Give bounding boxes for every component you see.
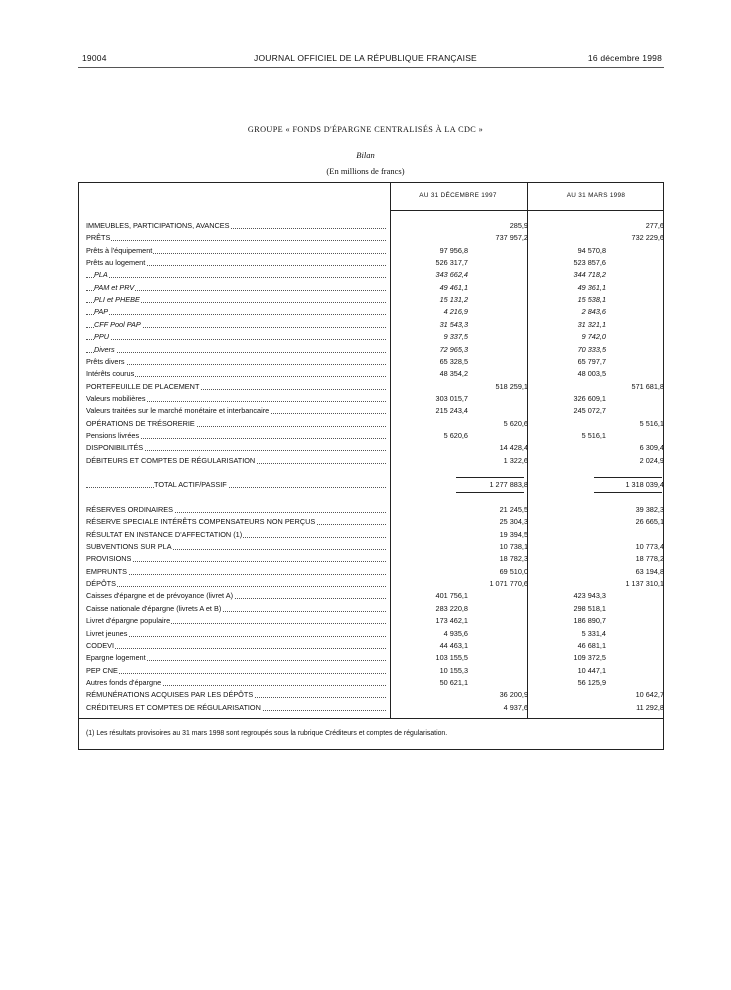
table-row [86,553,662,565]
value-mar-1998-detail: 31 321,1 [577,319,606,329]
row-label [86,381,386,393]
value-dec-1997-total: 5 620,6 [503,418,528,428]
journal-title: JOURNAL OFFICIEL DE LA RÉPUBLIQUE FRANÇAISE [254,53,477,63]
row-label [86,504,386,516]
document-title: GROUPE « FONDS D'ÉPARGNE CENTRALISÉS À LA CDC » [247,125,484,134]
value-dec-1997-detail: 5 620,6 [443,430,468,440]
row-label-text: PPU [94,332,110,342]
total-label [86,479,386,491]
value-dec-1997-total: 285,9 [509,221,528,230]
header-rule [78,67,664,68]
row-label-text: DÉBITEURS ET COMPTES DE RÉGULARISATION [86,455,256,465]
value-dec-1997-total: 4 937,6 [503,702,528,712]
header-rule [390,210,664,211]
table-row [86,677,662,689]
table-row [86,344,662,356]
row-label-text: OPÉRATIONS DE TRÉSORERIE [86,418,195,428]
table-row [86,652,662,664]
value-dec-1997-total: 18 782,3 [499,554,528,564]
table-row [86,331,662,343]
value-mar-1998-total: 5 516,1 [639,418,664,428]
value-dec-1997-total: 1 322,6 [503,455,528,465]
value-dec-1997-detail: 343 662,4 [435,270,468,280]
footnote: (1) Les résultats provisoires au 31 mars 1998 sont regroupés sous la rubrique Créditeurs et comptes de régularisation. [86,730,448,737]
row-label-text: PRÊTS [86,233,111,243]
row-label-text: PLA [94,270,108,280]
value-mar-1998-total: 571 681,8 [631,381,664,391]
value-mar-1998-total: 10 773,4 [635,542,664,552]
row-label-text: RÉMUNÉRATIONS ACQUISES PAR LES DÉPÔTS [86,690,254,700]
value-mar-1998-detail: 5 331,4 [581,628,606,638]
row-label-text: Pensions livrées [86,430,140,440]
table-row [86,529,662,541]
total-value-mar-1998: 1 318 039,4 [625,480,664,489]
value-mar-1998-total: 10 642,7 [635,690,664,700]
value-mar-1998-detail: 46 681,1 [577,640,606,650]
table-row [86,405,662,417]
value-mar-1998-detail: 10 447,1 [577,665,606,675]
row-label [86,628,386,640]
value-dec-1997-detail: 303 015,7 [435,393,468,403]
row-label-text: RÉSERVES ORDINAIRES [86,505,174,514]
table-row [86,504,662,516]
table-row [86,269,662,281]
row-label [86,282,386,294]
row-label [86,702,386,714]
row-label [86,578,386,590]
value-dec-1997-detail: 44 463,1 [439,640,468,650]
value-dec-1997-total: 10 738,1 [499,542,528,552]
row-label-text: RÉSULTAT EN INSTANCE D'AFFECTATION (1) [86,529,243,539]
value-dec-1997-detail: 48 354,2 [439,369,468,379]
value-dec-1997-total: 21 245,5 [499,505,528,514]
table-row [86,702,662,714]
value-mar-1998-total: 39 382,3 [635,505,664,514]
table-row [86,615,662,627]
value-dec-1997-total: 69 510,0 [499,566,528,576]
unit-note: (En millions de francs) [326,166,405,176]
table-row [86,368,662,380]
value-dec-1997-total: 36 200,9 [499,690,528,700]
table-row [86,516,662,528]
row-label-text: Prêts divers [86,356,125,366]
table-row [86,356,662,368]
row-label-text: CRÉDITEURS ET COMPTES DE RÉGULARISATION [86,702,261,712]
table-row [86,282,662,294]
value-dec-1997-detail: 103 155,5 [435,653,468,663]
value-dec-1997-detail: 283 220,8 [435,603,468,613]
table-row [86,430,662,442]
row-label-text: Livret jeunes [86,628,128,638]
row-label [86,418,386,430]
value-mar-1998-detail: 49 361,1 [577,282,606,292]
publication-date: 16 décembre 1998 [587,53,662,63]
row-label-text: Livret d'épargne populaire [86,616,171,626]
value-mar-1998-total: 1 137 310,1 [625,579,664,589]
row-label-text: SUBVENTIONS SUR PLA [86,542,172,552]
value-mar-1998-total: 26 665,1 [635,517,664,527]
row-label-text: PAP [94,307,109,317]
row-label [86,344,386,356]
value-mar-1998-total: 732 229,6 [631,233,664,243]
row-label-text: EMPRUNTS [86,566,127,576]
row-label [86,516,386,528]
table-row [86,245,662,257]
value-mar-1998-total: 6 309,4 [639,443,664,453]
table-row [86,220,662,232]
table-row [86,628,662,640]
row-label-text: Divers [94,344,115,354]
value-mar-1998-total: 11 292,8 [636,702,664,712]
value-mar-1998-detail: 109 372,5 [573,653,606,663]
table-row [86,640,662,652]
row-label [86,665,386,677]
value-dec-1997-total: 737 957,2 [495,233,528,243]
row-label-text: PROVISIONS [86,554,132,564]
value-mar-1998-detail: 9 742,0 [581,332,606,342]
row-label-text: Autres fonds d'épargne [86,677,162,687]
row-label [86,294,386,306]
value-dec-1997-detail: 65 328,5 [439,356,468,366]
value-mar-1998-detail: 344 718,2 [573,270,606,280]
table-row [86,566,662,578]
document-subtitle: Bilan [356,150,375,160]
value-mar-1998-detail: 5 516,1 [581,430,606,440]
value-dec-1997-total: 25 304,3 [499,517,528,527]
row-label-text: DÉPÔTS [86,579,117,589]
value-dec-1997-total: 14 428,4 [499,443,528,453]
row-label [86,590,386,602]
table-row [86,590,662,602]
row-label [86,677,386,689]
row-label [86,430,386,442]
value-dec-1997-detail: 4 935,6 [443,628,468,638]
table-row [86,319,662,331]
value-dec-1997-detail: 9 337,5 [443,332,468,342]
row-label [86,232,386,244]
value-mar-1998-detail: 70 333,5 [577,344,606,354]
value-mar-1998-detail: 15 538,1 [577,295,606,305]
value-dec-1997-detail: 215 243,4 [435,406,468,416]
row-label [86,529,386,541]
table-row [86,455,662,467]
row-label [86,220,386,232]
total-underline [456,477,524,493]
total-row [86,479,662,491]
table-row [86,665,662,677]
row-label [86,393,386,405]
row-label-text: PEP CNE [86,665,118,675]
value-dec-1997-total: 19 394,5 [499,529,528,539]
page-number: 19004 [82,53,107,63]
table-row [86,393,662,405]
row-label [86,640,386,652]
value-mar-1998-detail: 523 857,6 [573,258,606,268]
value-mar-1998-total: 63 194,8 [635,566,664,576]
value-mar-1998-detail: 186 890,7 [573,616,606,626]
row-label-text: Valeurs mobilières [86,393,146,403]
row-label-text: PAM et PRV [94,282,135,292]
row-label [86,455,386,467]
table-row [86,689,662,701]
table-row [86,232,662,244]
row-label [86,331,386,343]
column-header-dec-1997: AU 31 DÉCEMBRE 1997 [419,192,497,199]
row-label-text: Caisse nationale d'épargne (livrets A et B) [86,603,222,613]
total-label-text: TOTAL ACTIF/PASSIF [154,480,227,489]
value-mar-1998-total: 18 778,2 [635,554,664,564]
row-label-text: PORTEFEUILLE DE PLACEMENT [86,381,200,391]
row-label-text: Caisses d'épargne et de prévoyance (livret A) [86,591,234,601]
table-row [86,541,662,553]
row-label-text: PLI et PHEBE [94,295,140,305]
row-label-text: Intérêts courus [86,369,135,379]
total-underline [594,477,662,493]
value-mar-1998-detail: 245 072,7 [573,406,606,416]
row-label-text: Valeurs traitées sur le marché monétaire et interbancaire [86,406,270,416]
row-label-text: Epargne logement [86,653,146,663]
footnote-rule [78,718,664,719]
value-dec-1997-detail: 401 756,1 [435,591,468,601]
value-mar-1998-detail: 2 843,6 [581,307,606,317]
row-label-text: Prêts à l'équipement [86,245,153,255]
table-row [86,381,662,393]
row-label-text: CODEVI [86,640,114,650]
table-row [86,306,662,318]
row-label [86,245,386,257]
row-label-text: RÉSERVE SPECIALE INTÉRÊTS COMPENSATEURS NON PERÇUS [86,517,316,527]
table-row [86,418,662,430]
row-label [86,306,386,318]
row-label [86,257,386,269]
value-dec-1997-detail: 31 543,3 [439,319,468,329]
total-value-dec-1997: 1 277 883,8 [489,480,528,489]
row-label-text: DISPONIBILITÉS [86,443,144,453]
value-mar-1998-detail: 423 943,3 [573,591,606,601]
value-dec-1997-detail: 97 956,8 [439,245,468,255]
value-mar-1998-detail: 65 797,7 [577,356,606,366]
row-label [86,442,386,454]
value-mar-1998-total: 2 024,9 [639,455,664,465]
row-label [86,652,386,664]
row-label [86,541,386,553]
row-label-text: CFF Pool PAP [94,319,141,329]
value-dec-1997-detail: 10 155,3 [439,665,468,675]
row-label [86,689,386,701]
table-row [86,578,662,590]
row-label [86,319,386,331]
column-header-mar-1998: AU 31 MARS 1998 [566,192,626,199]
value-dec-1997-detail: 4 216,9 [443,307,468,317]
row-label [86,553,386,565]
table-row [86,294,662,306]
value-mar-1998-total: 277,6 [645,221,664,230]
value-mar-1998-detail: 56 125,9 [577,677,606,687]
table-row [86,442,662,454]
row-label-text: IMMEUBLES, PARTICIPATIONS, AVANCES [86,221,230,230]
value-mar-1998-detail: 94 570,8 [577,245,606,255]
value-dec-1997-detail: 15 131,2 [439,295,468,305]
value-dec-1997-detail: 49 461,1 [439,282,468,292]
table-row [86,257,662,269]
value-dec-1997-detail: 526 317,7 [435,258,468,268]
value-dec-1997-detail: 50 621,1 [439,677,468,687]
row-label-text: Prêts au logement [86,258,146,268]
value-dec-1997-detail: 72 965,3 [439,344,468,354]
row-label [86,603,386,615]
row-label [86,615,386,627]
value-mar-1998-detail: 326 609,1 [573,393,606,403]
value-dec-1997-detail: 173 462,1 [435,616,468,626]
row-label [86,356,386,368]
row-label [86,269,386,281]
value-dec-1997-total: 1 071 770,6 [489,579,528,589]
row-label [86,566,386,578]
row-label [86,405,386,417]
value-mar-1998-detail: 298 518,1 [573,603,606,613]
row-label [86,368,386,380]
table-row [86,603,662,615]
value-mar-1998-detail: 48 003,5 [577,369,606,379]
value-dec-1997-total: 518 259,1 [495,381,528,391]
